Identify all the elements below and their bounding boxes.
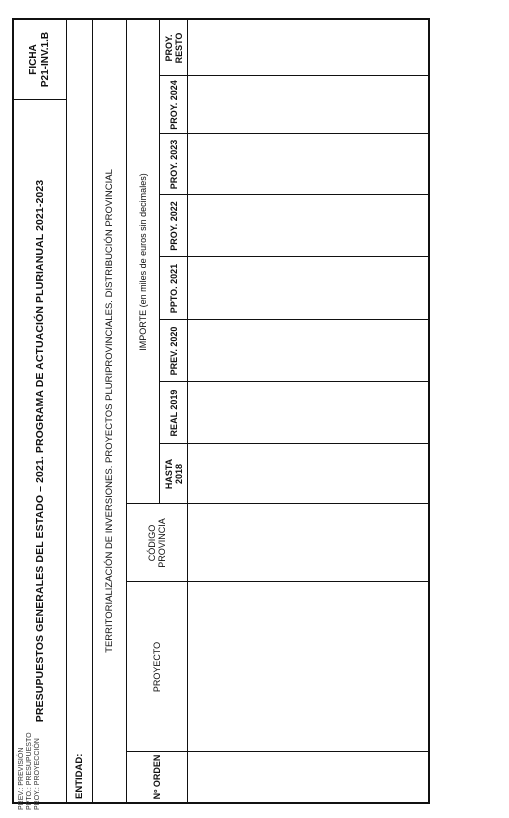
column-rule [127, 581, 428, 582]
footnote-proy: PROY.: PROYECCIÓN [34, 738, 41, 810]
column-rule [159, 133, 428, 134]
subcolumn-hasta-2018 [160, 444, 187, 504]
subcolumn-line2: 2018 [173, 463, 184, 485]
column-rule [159, 443, 428, 444]
form-subtitle-text: TERRITORIALIZACIÓN DE INVERSIONES. PROYECTOS PLURIPROVINCIALES. DISTRIBUCIÓN PROVINCIAL [104, 169, 115, 653]
form-subtitle [93, 20, 126, 802]
column-rule [159, 319, 428, 320]
subcolumn-line1: PROY. 2023 [168, 139, 179, 190]
column-header-importe [127, 20, 159, 504]
entity-label: ENTIDAD: [74, 753, 85, 799]
subcolumn-prev-2020 [160, 320, 187, 382]
budget-form-sheet [12, 18, 430, 804]
subcolumn-line1: HASTA [163, 458, 174, 490]
column-header-importe-label: IMPORTE (en miles de euros sin decimales) [138, 173, 148, 351]
column-header-codigo-line2: PROVINCIA [157, 518, 167, 568]
column-header-codigo-line1: CÓDIGO [147, 524, 157, 562]
subcolumn-line2: RESTO [173, 32, 184, 64]
column-header-proyecto-label: PROYECTO [152, 641, 162, 693]
subcolumn-line1: PREV. 2020 [168, 326, 179, 376]
subcolumn-line1: PPTO. 2021 [168, 263, 179, 314]
footnote-prev: PREV.: PREVISIÓN [18, 747, 25, 810]
subcolumn-line1: PROY. 2022 [168, 201, 179, 251]
column-rule [127, 751, 428, 752]
subcolumn-line1: PROY. [163, 34, 174, 62]
subcolumn-ppto-2021 [160, 257, 187, 320]
subcolumn-line1: PROY. 2024 [168, 80, 179, 130]
subcolumn-proy-resto [160, 20, 187, 76]
table-header-rule [187, 20, 188, 802]
subcolumn-proy-2023 [160, 134, 187, 195]
column-rule [159, 381, 428, 382]
column-header-codigo [127, 504, 187, 582]
ficha-label: FICHA [28, 44, 39, 75]
form-title-text: PRESUPUESTOS GENERALES DEL ESTADO – 2021. PROGRAMA DE ACTUACIÓN PLURIANUAL 2021-2023 [34, 179, 46, 723]
footnotes [18, 732, 58, 810]
subcolumn-proy-2024 [160, 76, 187, 134]
subcolumn-proy-2022 [160, 195, 187, 257]
ficha-code: P21-INV.1.B [40, 31, 51, 88]
ficha-box [14, 20, 66, 99]
column-header-proyecto [127, 582, 187, 752]
subcolumn-line1: REAL 2019 [168, 389, 179, 437]
column-rule [159, 256, 428, 257]
column-header-orden [127, 752, 187, 802]
column-rule [127, 503, 428, 504]
entity-row [67, 20, 92, 802]
table-rule [159, 20, 160, 504]
column-rule [159, 194, 428, 195]
subcolumn-real-2019 [160, 382, 187, 444]
column-rule [159, 75, 428, 76]
column-header-orden-label: Nº ORDEN [152, 754, 162, 800]
footnote-ppto: PPTO.: PRESUPUESTO [26, 732, 33, 810]
